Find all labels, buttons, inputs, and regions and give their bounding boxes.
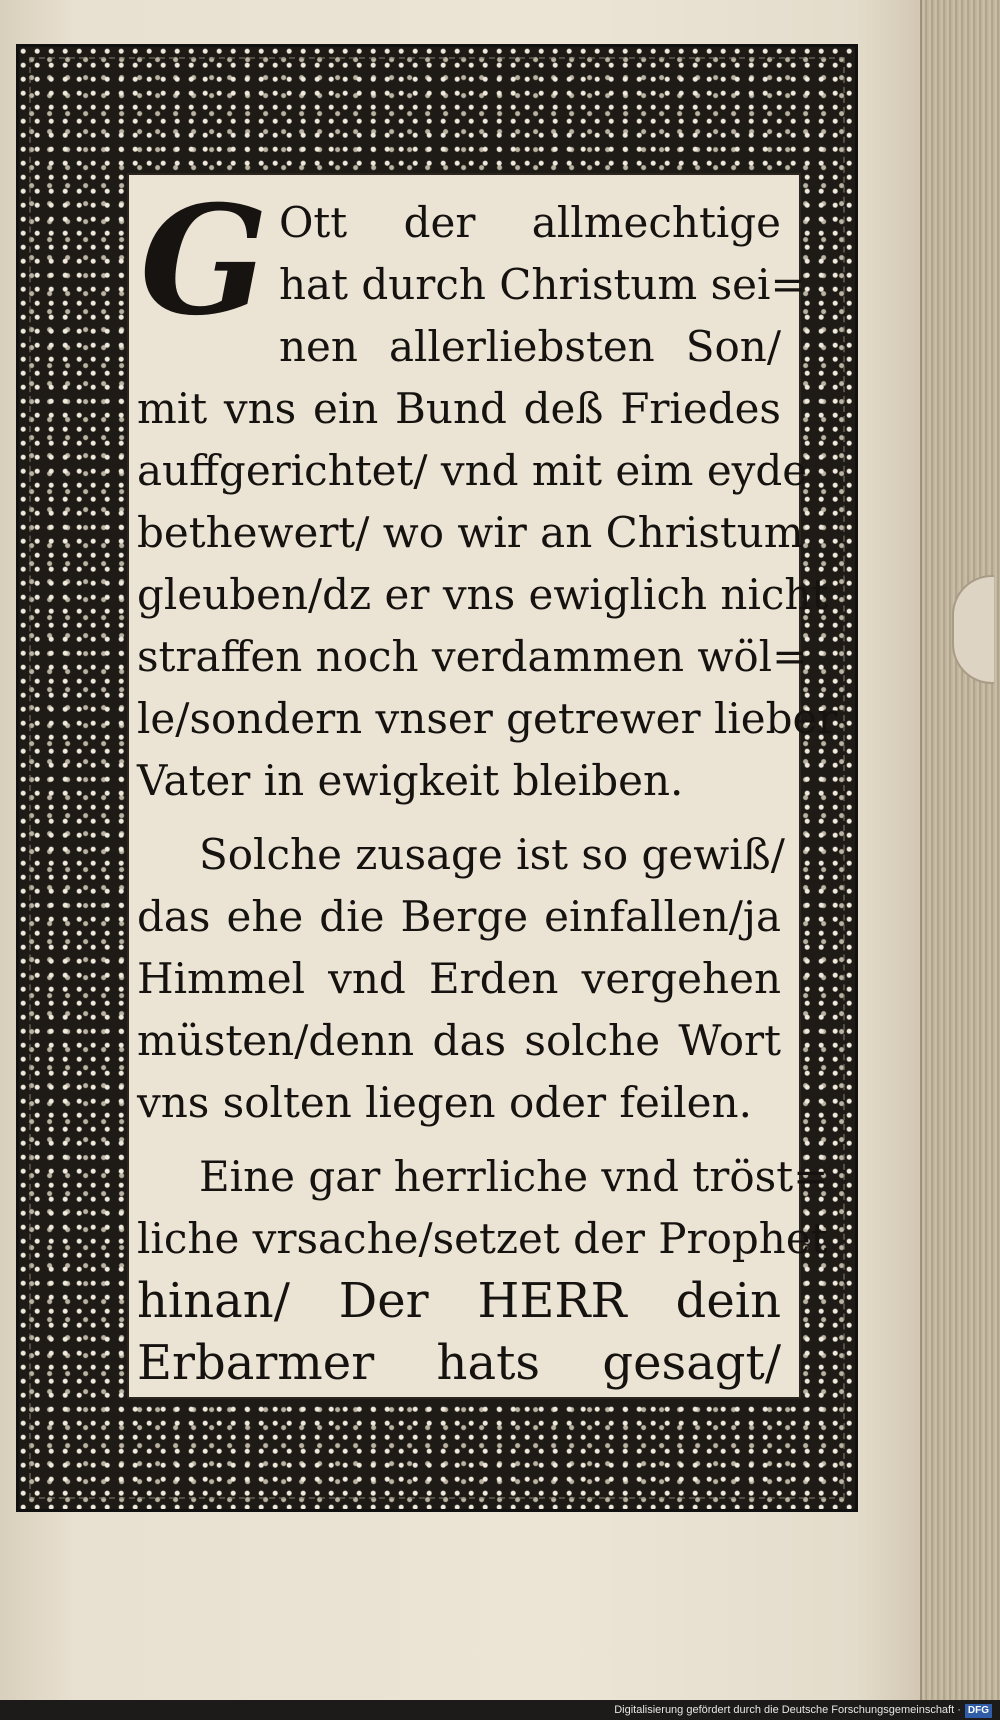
text-line: liche vrsache/setzet der Prophet [137, 1214, 828, 1263]
text-line: Ott der allmechtige [279, 198, 781, 247]
text-line: le/sondern vnser getrewer lieber [137, 694, 838, 743]
text-line: Solche zusage ist so gewiß/ [199, 830, 785, 879]
text-line: auffgerichtet/ vnd mit eim eyde [137, 446, 808, 495]
footer-band [0, 1700, 520, 1720]
text-line: mit vns ein Bund deß Friedes [137, 384, 781, 433]
credit-text: Digitalisierung gefördert durch die Deutsche Forschungsgemeinschaft · [614, 1704, 961, 1716]
dfg-logo-icon: DFG [965, 1704, 992, 1718]
text-line: Erbarmer hats gesagt/ [137, 1335, 781, 1391]
decorated-initial: G [139, 173, 269, 349]
page-edges [920, 0, 1000, 1700]
text-line: vns solten liegen oder feilen. [137, 1078, 752, 1127]
text-line: gleuben/dz er vns ewiglich nicht [137, 570, 829, 619]
digitization-credit [520, 1700, 1000, 1720]
text-line: bethewert/ wo wir an Christum [137, 508, 804, 557]
text-line: Vater in ewigkeit bleiben. [137, 756, 684, 805]
text-line: Eine gar herrliche vnd tröst= [199, 1152, 829, 1201]
text-line: müsten/denn das solche Wort [137, 1016, 781, 1065]
text-line: hat durch Christum sei= [279, 260, 806, 309]
text-line: das ehe die Berge einfallen/ja [137, 892, 781, 941]
text-block [129, 173, 838, 1397]
text-line: Himmel vnd Erden vergehen [137, 954, 781, 1003]
text-line: nen allerliebsten Son/ [279, 322, 781, 371]
text-line: straffen noch verdammen wöl= [137, 632, 808, 681]
woodcut-border [16, 44, 858, 1512]
text-line: hinan/ Der HERR dein [137, 1273, 781, 1329]
